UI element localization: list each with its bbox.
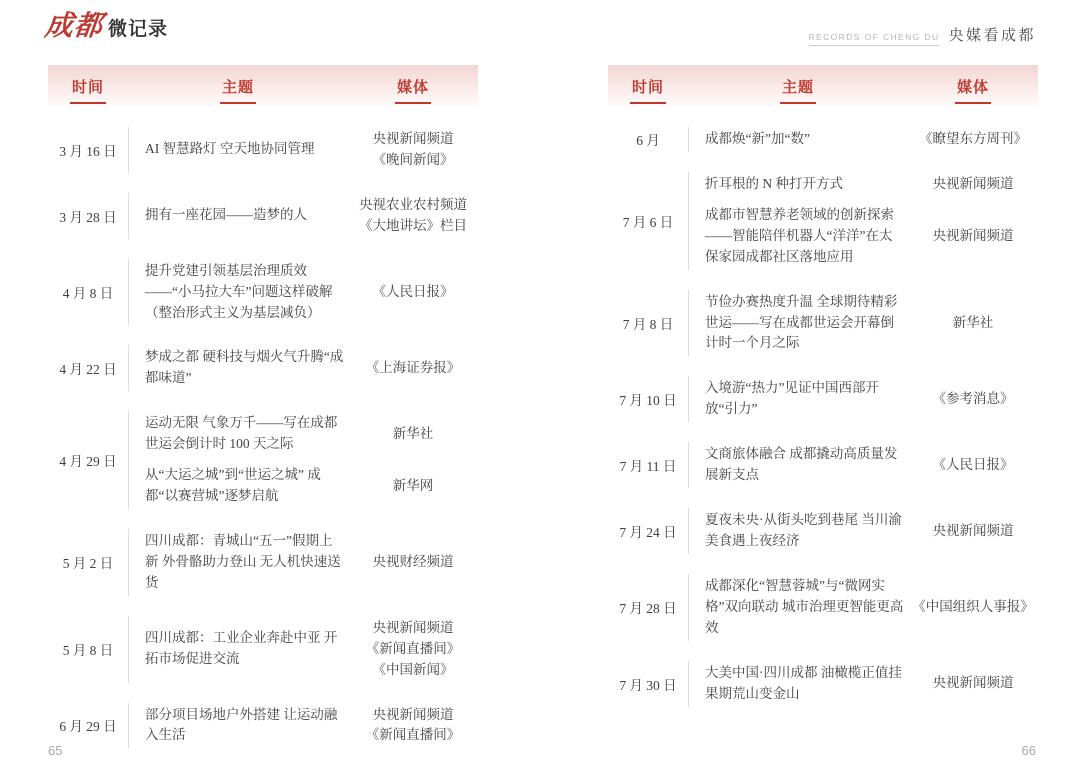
media-column-header: 媒体 — [955, 68, 991, 104]
left-table-header — [48, 65, 478, 107]
table-row — [608, 502, 1038, 560]
page-number-right: 66 — [1021, 743, 1036, 758]
row-entries — [128, 259, 478, 326]
topic-cell: 节俭办赛热度升温 全球期待精彩世运——写在成都世运会开幕倒计时一个月之际 — [705, 293, 898, 351]
media-cell — [348, 552, 478, 573]
time-column-header: 时间 — [70, 68, 106, 104]
media-header-cell — [348, 68, 478, 104]
table-row — [608, 166, 1038, 276]
table-entry — [129, 413, 478, 455]
table-entry — [129, 195, 478, 237]
topic-cell: 梦成之都 硬科技与烟火气升腾“成都味道” — [145, 349, 344, 386]
media-line: 央视农业农村频道 — [359, 196, 467, 212]
date-cell: 7 月 6 日 — [622, 214, 674, 230]
row-entries — [128, 411, 478, 509]
media-cell — [348, 282, 478, 303]
media-line: 央视新闻频道 — [932, 675, 1014, 691]
row-entries — [688, 376, 1038, 422]
table-row — [48, 187, 478, 245]
topic-column-header: 主题 — [780, 68, 816, 104]
date-cell: 7 月 11 日 — [619, 459, 677, 475]
media-line: 新华社 — [952, 314, 994, 330]
media-cell — [908, 129, 1038, 150]
topic-cell: 折耳根的 N 种打开方式 — [705, 175, 843, 191]
media-line: 《晚间新闻》 — [372, 151, 454, 167]
media-line: 《参考消息》 — [932, 390, 1014, 406]
date-cell: 4 月 8 日 — [62, 286, 114, 302]
right-table-header — [608, 65, 1038, 107]
left-table-rows — [48, 121, 478, 754]
row-entries — [128, 703, 478, 749]
media-cell — [348, 195, 478, 237]
media-cell — [348, 358, 478, 379]
table-row — [608, 655, 1038, 713]
table-entry — [689, 444, 1038, 486]
media-line: 央视新闻频道 — [932, 227, 1014, 243]
row-entries — [688, 574, 1038, 641]
table-entry — [689, 663, 1038, 705]
publication-logo — [45, 12, 168, 41]
table-entry — [689, 129, 1038, 150]
table-entry — [129, 465, 478, 507]
date-cell: 5 月 2 日 — [62, 556, 114, 572]
date-cell: 3 月 28 日 — [59, 209, 117, 225]
media-line: 《新闻直播间》 — [365, 727, 461, 743]
media-line: 《大地讲坛》栏目 — [359, 217, 467, 233]
time-header-cell — [48, 68, 128, 104]
table-row — [608, 284, 1038, 363]
date-cell: 7 月 30 日 — [619, 677, 677, 693]
media-line: 央视新闻频道 — [932, 175, 1014, 191]
table-row — [48, 697, 478, 755]
media-cell — [908, 389, 1038, 410]
table-row — [48, 339, 478, 397]
media-line: 《中国新闻》 — [372, 661, 454, 677]
row-entries — [688, 290, 1038, 357]
table-entry — [689, 205, 1038, 268]
table-entry — [689, 292, 1038, 355]
media-cell — [348, 618, 478, 681]
time-header-cell — [608, 68, 688, 104]
media-cell — [348, 705, 478, 747]
media-line: 央视新闻频道 — [372, 131, 454, 146]
row-entries — [688, 661, 1038, 707]
date-cell: 4 月 29 日 — [59, 454, 117, 470]
topic-cell: 成都市智慧养老领域的创新探索——智能陪伴机器人“洋洋”在太保家园成都社区落地应用 — [705, 206, 894, 264]
topic-cell: 成都焕“新”加“数” — [705, 131, 810, 146]
topic-column-header: 主题 — [220, 68, 256, 104]
table-row — [608, 370, 1038, 428]
section-header-english: RECORDS OF CHENG DU — [809, 32, 940, 46]
media-cell — [908, 521, 1038, 542]
row-entries — [688, 172, 1038, 270]
table-entry — [129, 618, 478, 681]
date-cell: 7 月 8 日 — [622, 316, 674, 332]
topic-cell: 大美中国·四川成都 油橄榄正值挂果期荒山变金山 — [705, 664, 902, 701]
row-entries — [128, 616, 478, 683]
row-entries — [128, 345, 478, 391]
media-line: 《人民日报》 — [372, 283, 454, 299]
page-number-left: 65 — [48, 743, 63, 758]
topic-cell: 运动无限 气象万千——写在成都世运会倒计时 100 天之际 — [145, 415, 338, 452]
table-entry — [129, 261, 478, 324]
table-entry — [689, 378, 1038, 420]
row-entries — [688, 442, 1038, 488]
date-cell: 6 月 — [636, 133, 660, 149]
media-line: 央视财经频道 — [372, 553, 454, 569]
topic-cell: AI 智慧路灯 空天地协同管理 — [145, 141, 315, 157]
row-entries — [688, 508, 1038, 554]
topic-header-cell — [688, 68, 908, 104]
date-cell: 7 月 24 日 — [619, 524, 677, 540]
date-cell: 3 月 16 日 — [59, 143, 117, 159]
date-cell: 6 月 29 日 — [59, 719, 117, 735]
media-cell — [908, 455, 1038, 476]
table-entry — [129, 347, 478, 389]
media-header-cell — [908, 68, 1038, 104]
topic-cell: 四川成都：青城山“五一”假期上新 外骨骼助力登山 无人机快速送货 — [145, 532, 341, 590]
media-line: 央视新闻频道 — [372, 619, 454, 635]
row-entries — [128, 127, 478, 173]
topic-cell: 夏夜未央·从街头吃到巷尾 当川渝美食遇上夜经济 — [705, 512, 902, 548]
topic-cell: 文商旅体融合 成都撬动高质量发展新支点 — [705, 446, 898, 483]
time-column-header: 时间 — [630, 68, 666, 104]
logo-suffix-text: 微记录 — [108, 19, 169, 40]
table-entry — [129, 129, 478, 171]
row-entries — [128, 193, 478, 239]
media-line: 新华社 — [392, 425, 434, 441]
media-line: 央视新闻频道 — [932, 522, 1014, 538]
row-entries — [688, 127, 1038, 152]
table-row — [608, 121, 1038, 158]
section-header-chinese: 央媒看成都 — [948, 28, 1036, 44]
table-entry — [689, 510, 1038, 552]
table-entry — [129, 531, 478, 594]
section-header — [809, 24, 1036, 46]
topic-cell: 拥有一座花园——造梦的人 — [145, 207, 307, 223]
media-cell — [348, 424, 478, 445]
table-row — [48, 610, 478, 689]
topic-cell: 四川成都：工业企业奔赴中亚 开拓市场促进交流 — [145, 630, 338, 667]
media-column-header: 媒体 — [395, 68, 431, 104]
table-row — [608, 568, 1038, 647]
left-table — [48, 65, 478, 754]
media-line: 新华网 — [392, 477, 434, 493]
table-row — [48, 523, 478, 602]
right-table — [608, 65, 1038, 754]
table-entry — [129, 705, 478, 747]
media-cell — [348, 129, 478, 171]
media-cell — [908, 313, 1038, 334]
logo-chengdu-text: 成都 — [43, 10, 105, 41]
media-cell — [908, 174, 1038, 195]
media-line: 《人民日报》 — [932, 456, 1014, 472]
date-cell: 7 月 28 日 — [619, 601, 677, 617]
table-entry — [689, 576, 1038, 639]
media-cell — [908, 597, 1038, 618]
row-entries — [128, 529, 478, 596]
topic-header-cell — [128, 68, 348, 104]
topic-cell: 部分项目场地户外搭建 让运动融入生活 — [145, 706, 338, 743]
date-cell: 5 月 8 日 — [62, 643, 114, 659]
topic-cell: 入境游“热力”见证中国西部开放“引力” — [705, 380, 879, 417]
table-row — [48, 405, 478, 515]
media-cell — [348, 476, 478, 497]
tables-container — [48, 65, 1038, 754]
table-row — [608, 436, 1038, 494]
topic-cell: 提升党建引领基层治理质效——“小马拉大车”问题这样破解（整治形式主义为基层减负） — [145, 262, 333, 320]
table-row — [48, 121, 478, 179]
topic-cell: 成都深化“智慧蓉城”与“微网实格”双向联动 城市治理更智能更高效 — [705, 577, 904, 635]
media-line: 央视新闻频道 — [372, 706, 454, 722]
topic-cell: 从“大运之城”到“世运之城” 成都“以赛营城”逐梦启航 — [145, 467, 321, 504]
right-table-rows — [608, 121, 1038, 713]
date-cell: 7 月 10 日 — [619, 393, 677, 409]
date-cell: 4 月 22 日 — [59, 362, 117, 378]
media-cell — [908, 673, 1038, 694]
table-entry — [689, 174, 1038, 195]
table-row — [48, 253, 478, 332]
media-line: 《瞭望东方周刊》 — [919, 131, 1027, 146]
media-line: 《新闻直播间》 — [365, 640, 461, 656]
media-cell — [908, 226, 1038, 247]
media-line: 《中国组织人事报》 — [912, 598, 1034, 614]
media-line: 《上海证券报》 — [365, 359, 461, 375]
